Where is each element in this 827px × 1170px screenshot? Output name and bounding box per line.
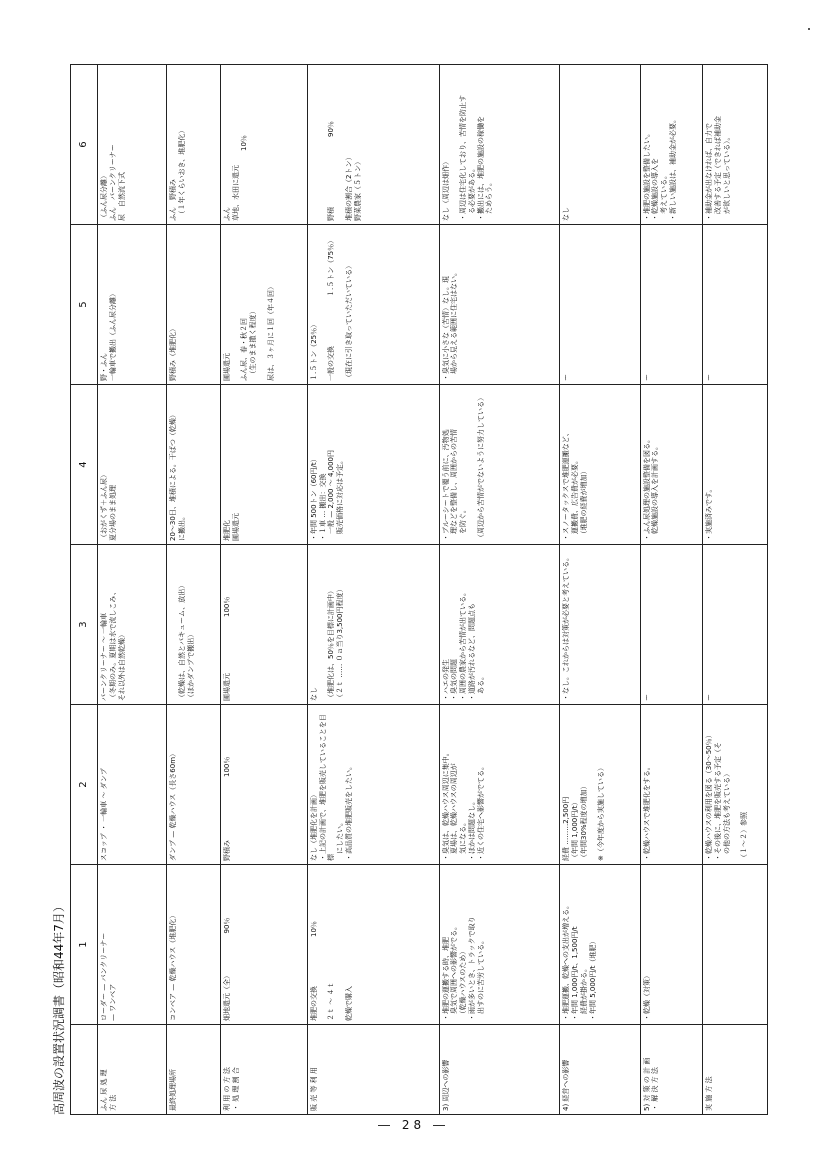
column-header: 1 [71, 865, 98, 1025]
column-header: 3 [71, 545, 98, 705]
table-cell: ダンプ — 乾燥ハウス（長さ60m） [167, 705, 221, 865]
table-row [640, 65, 703, 1115]
row-label: 販 売 等 利 用 [307, 1025, 439, 1115]
table-row [703, 65, 768, 1115]
table-cell: ふん 野積み （１年くらいおき、堆肥化） [167, 65, 221, 225]
table-cell: 20～30日、堆積による。干ばつ（乾燥） に搬出。 [167, 385, 221, 545]
table-cell: ・実施済みです。 [703, 385, 768, 545]
table-cell: ローダー — バンクリーナー — ワンベア [98, 865, 167, 1025]
table-cell: １.５トン（25％） 一般の交換 １.５トン（75％） （現在に引き取っていただいている） [307, 225, 439, 385]
table-cell: なし（堆肥化を計画） ・上記の計画で、堆肥を販売していることを目標 にしたい。 ・高品質の堆肥販売をしたい。 [307, 705, 439, 865]
table-cell: 圃場還元 ふん尿、春・秋２回 （生のまま撒く程度） 尿は、３ヶ月に１回（年４回） [220, 225, 307, 385]
row-label: 3) 周辺への影響 [439, 1025, 560, 1115]
table-cell: 野積 90％ 堆積の割合（2トン） 野菜農家（５トン） [307, 65, 439, 225]
table-cell: ・ブルーシートで覆う前に、汚物処 理などを整備し、周囲からの苦情 を防ぐ。 （周辺から苦情がでないように努力している） [439, 385, 560, 545]
table-row [98, 65, 167, 1115]
table-cell: （乾燥は、自然とバキューム、放出） （ほかダンプで搬出） [167, 545, 221, 705]
table-body [98, 65, 768, 1115]
table-cell: 畑地還元（全） 90％ [220, 865, 307, 1025]
table-cell: バーンクリーナー ～ 一輪車 （冬期のみ。夏期は水で流しこみ、 それ以外は自然乾燥） [98, 545, 167, 705]
document-title: 高周波の設置状況調書（昭和44年7月） [52, 900, 66, 1115]
table-cell: スコップ ・ 一輪車 ～ ダンプ [98, 705, 167, 865]
table-cell: ・乾燥ハウスで堆肥化をする。 [640, 705, 703, 865]
page-number: ― 28 ― [378, 1118, 449, 1132]
table-cell [703, 865, 768, 1025]
column-header: 4 [71, 385, 98, 545]
table-cell: 野積み 100％ [220, 705, 307, 865]
table-cell: ・臭気は、乾燥ハウス周辺に集中。 夏場は、乾燥ハウスの周辺が 気になる。 ・ほかは問題なし。 ・近くの住宅へ影響がでてる。 [439, 705, 560, 865]
table-row [167, 65, 221, 1115]
table-cell: 堆肥化 圃場還元 [220, 385, 307, 545]
table-cell: なし [560, 65, 640, 225]
survey-table [70, 64, 768, 1115]
row-label: ふん 尿 処 理 方 法 [98, 1025, 167, 1115]
row-label: 実 施 方 法 [703, 1025, 768, 1115]
table-row [439, 65, 560, 1115]
table-cell: ・年間 500トン（60円/t） ・１車 … 搬出：交換 一般 — 2,000 ～ 4,000円 販売価格に対応は予定。 [307, 385, 439, 545]
header-row [71, 65, 98, 1115]
table-cell: ・ハエの発生 ・臭気の問題 ・周囲の農家から苦情が出ている。 ・道路が汚れるなど、問題点も ある。 [439, 545, 560, 705]
table-cell: ふん 草地、水田に還元 10％ [220, 65, 307, 225]
table-cell: ー [640, 545, 703, 705]
table-row [220, 65, 307, 1115]
table-cell: ・堆肥の運搬する時、堆肥 臭気で周囲への影響がでる。 （乾燥ハウスのため） ・雨が多いとき、トラックで取り 出すのに苦労している。 [439, 865, 560, 1025]
row-label: 利 用 の 方 法 ・ 処 理 割 合 [220, 1025, 307, 1115]
column-header: 2 [71, 705, 98, 865]
row-label: 5) 対 策 の 計 画 ・ 解 決 方 法 [640, 1025, 703, 1115]
table-cell: 経費 ………2,500円 （年間 1,000円/t） （年間30%程度の増加） ※（今年度から実施している） [560, 705, 640, 865]
table-row [560, 65, 640, 1115]
row-label: 4) 経営への影響 [560, 1025, 640, 1115]
table-cell: 堆肥の交換 10％ ２ｔ ～ ４ｔ 乾燥で購入 [307, 865, 439, 1025]
table-row [307, 65, 439, 1115]
scan-speck [808, 28, 810, 30]
table-cell: ・ふん尿処理の施設整備を図る。 乾燥施設の導入を計画する。 [640, 385, 703, 545]
table-cell: ・乾燥（対策） [640, 865, 703, 1025]
table-cell: ・なし。これからは対策が必要と考えている。 [560, 545, 640, 705]
table-cell: 圃場還元 100％ [220, 545, 307, 705]
table-cell: ー [640, 225, 703, 385]
row-label: 最終処理場所 [167, 1025, 221, 1115]
table-cell: ー [703, 225, 768, 385]
table-cell: ー [703, 545, 768, 705]
column-header [71, 1025, 98, 1115]
table-cell: 野・ふん 一輪車で搬出（ふん尿分離） [98, 225, 167, 385]
table-cell: ・スノータックスで堆肥運搬など、 運搬費、広告費が必要。 （堆肥の経費が増加） [560, 385, 640, 545]
column-header: 6 [71, 65, 98, 225]
rotated-table-area [48, 65, 768, 1115]
table-cell: 野積み（堆肥化） [167, 225, 221, 385]
table-cell: コンベア — 乾燥ハウス（堆肥化） [167, 865, 221, 1025]
table-cell: ー [560, 225, 640, 385]
table-cell: （ふん尿分離） ふん バーンクリーナー 尿 自然流下式 [98, 65, 167, 225]
column-header: 5 [71, 225, 98, 385]
table-cell: ・臭気に小さな（苦情）なし。現 場から見える範囲に住宅はない。 [439, 225, 560, 385]
table-cell: ・堆肥の施設を整備したい。 ・乾燥施設の導入を 考えている。 ・新しい施設は、補助金が必要。 [640, 65, 703, 225]
table-cell: （おがくず＋ふん尿） 夏分場のまま処理 [98, 385, 167, 545]
table-cell: ・堆肥運搬、乾燥への支出が増える。 ・年間 1,000円/t、1,500円/t 経費が掛かる。 ・年間 5,000円/t（堆肥） [560, 865, 640, 1025]
table-cell: ・補助金が出なければ、自力で 改善する予定（できれば補助金 が欲しいと思っている）。 [703, 65, 768, 225]
table-cell: なし（周辺は畑作） ・周辺は住宅化しており、苦情を防止す る必要がある。 ・搬出には、堆肥の施設の稼働を ためらう。 [439, 65, 560, 225]
table-cell: なし （堆肥化は、50％を目標に計画中） （２ｔ …… ０ａ当り3,500円程度） [307, 545, 439, 705]
table-cell: ・乾燥ハウスの利用を図る（30～50％） ・その後に、堆肥を販売する予定（そ の他の方法も考えている） （１～２）参照 [703, 705, 768, 865]
